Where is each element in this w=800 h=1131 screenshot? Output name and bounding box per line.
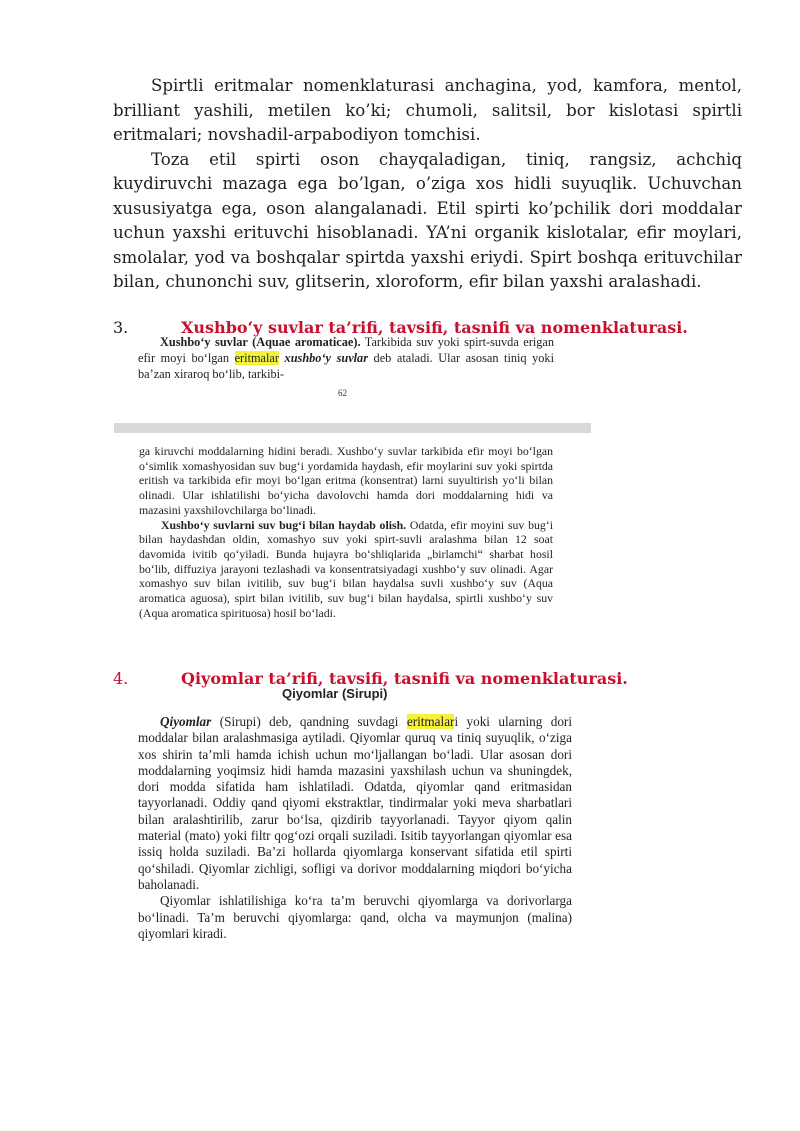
scan1-italic-term: xushbo‘y suvlar: [278, 351, 368, 365]
page-separator: [114, 423, 591, 433]
scanned-excerpt-aromatic-waters: [138, 334, 554, 382]
scan2-paragraph-2: Xushbo‘y suvlarni suv bug‘i bilan haydab olish. Odatda, efir moyini suv bug‘i bilan haydashdan oldin, xomashyo suv yoki spirt-suvli aralashma bilan 12 soat davomida ivitib qo‘yiladi. Bunda hujayra bo‘shliqlarida „birlamchi“ sharbat hosil bo‘lib, diffuziya jarayoni tezlashadi va konsentratsiyadagi xushbo‘y suv olinadi. Agar xomashyo suv bilan ivitilib, suv bug‘i bilan haydalsa suvli xushbo‘y suv (Aqua aromatica aguosa), spirt bilan ivitilib, suv bug‘i bilan haydalsa, spirtli xushbo‘y suv (Aqua aromatica spirituosa) hosil bo‘ladi.: [139, 517, 553, 620]
section-3-title: Xushbo‘y suvlar ta’rifi, tavsifi, tasnifi va nomenklaturasi.: [181, 318, 688, 337]
scan3-paragraph-1: Qiyomlar (Sirupi) deb, qandning suvdagi eritmalari yoki ularning dori moddalar bilan aralashmasiga aytiladi. Qiyomlar quruq va tiniq suyuqlik, o‘ziga xos shirin ta’mli hamda ichish uchun mo‘ljallangan bo‘ladi. Ular asosan dori moddalarning yoqimsiz hidi hamda mazasini yaxshilash uchun va shuningdek, dori modda sifatida ham ishlatiladi. Odatda, qiyomlar qand eritmasidan tayyorlanadi. Oddiy qand qiyomi ekstraktlar, tindirmalar yoki meva sharbatlari bilan aralashtirilib, zarur bo‘lsa, qizdirib tayyorlanadi. Tayyor qiyom qalin material (mato) yoki filtr qog‘ozi orqali suziladi. Isitib tayyorlangan qiyomlar esa issiq holda suziladi. Ba’zi hollarda qiyomlarga konservant sifatida etil spirti qo‘shiladi. Qiyomlar zichligi, sofligi va dorivor moddalarning miqdori bo‘yicha baholanadi.: [138, 714, 572, 892]
scan2-bold-term: Xushbo‘y suvlarni suv bug‘i bilan haydab olish.: [161, 517, 407, 532]
paragraph-ethanol: Toza etil spirti oson chayqaladigan, tiniq, rangsiz, achchiq kuydiruvchi mazaga ega bo’lgan, o’ziga xos hidli suyuqlik. Uchuvchan xususiyatga ega, oson alangalanadi. Etil spirti ko’pchilik dori moddalar uchun yaxshi erituvchi hisoblanadi. YA’ni organik kislotalar, efir moylari, smolalar, yod va boshqalar spirtda yaxshi eriydi. Spirt boshqa erituvchilar bilan, chunonchi suv, glitserin, xloroform, efir bilan yaxshi aralashadi.: [113, 149, 742, 291]
scanned-excerpt-syrups: [138, 714, 572, 942]
paragraph-tinctures: Spirtli eritmalar nomenklaturasi anchagina, yod, kamfora, mentol, brilliant yashili, metilen ko’ki; chumoli, salitsil, bor kislotasi spirtli eritmalari; novshadil-arpabodiyon tomchisi.: [113, 76, 742, 144]
scan2-paragraph-1: ga kiruvchi moddalarning hidini beradi. Xushbo‘y suvlar tarkibida efir moyi bo‘lgan o‘simlik xomashyosidan suv bug‘i yordamida haydash, efir moylarini suv yoki spirtda eritish va tarkibida efir moyi bo‘lgan eritma (konsentrat) larni suyultirish yo‘li bilan olinadi. Ular ishlatilishi bo‘yicha davolovchi hamda dori moddalarning hidi va mazasini yaxshilovchilarga bo‘linadi.: [139, 444, 553, 517]
scan1-paragraph: Xushbo‘y suvlar (Aquae aromaticae). Tarkibida suv yoki spirt-suvda erigan efir moyi bo‘lgan eritmalar xushbo‘y suvlar deb ataladi. Ular asosan tiniq yoki ba’zan xiraroq bo‘lib, tarkibi-: [138, 335, 554, 381]
section-4-number: 4.: [113, 669, 129, 688]
scanned-excerpt-continuation: [139, 444, 553, 620]
highlighted-term: eritmalar: [234, 351, 279, 365]
scan3-paragraph-2: Qiyomlar ishlatilishiga ko‘ra ta’m beruvchi qiyomlarga va dorivorlarga bo‘linadi. Ta’m beruvchi qiyomlarga: qand, olcha va maymunjon (malina) qiyomlari kiradi.: [138, 893, 572, 941]
section-4-title: Qiyomlar ta’rifi, tavsifi, tasnifi va nomenklaturasi.: [181, 669, 628, 688]
scan3-title: Qiyomlar (Sirupi): [282, 686, 388, 701]
scan1-bold-term: Xushbo‘y suvlar (Aquae aromaticae).: [160, 335, 361, 349]
scan3-italic-term: Qiyomlar: [160, 714, 212, 729]
page-number: 62: [338, 388, 347, 398]
main-text: [113, 74, 742, 295]
highlighted-term-2: eritmalar: [406, 714, 455, 729]
section-3-number: 3.: [113, 318, 129, 337]
